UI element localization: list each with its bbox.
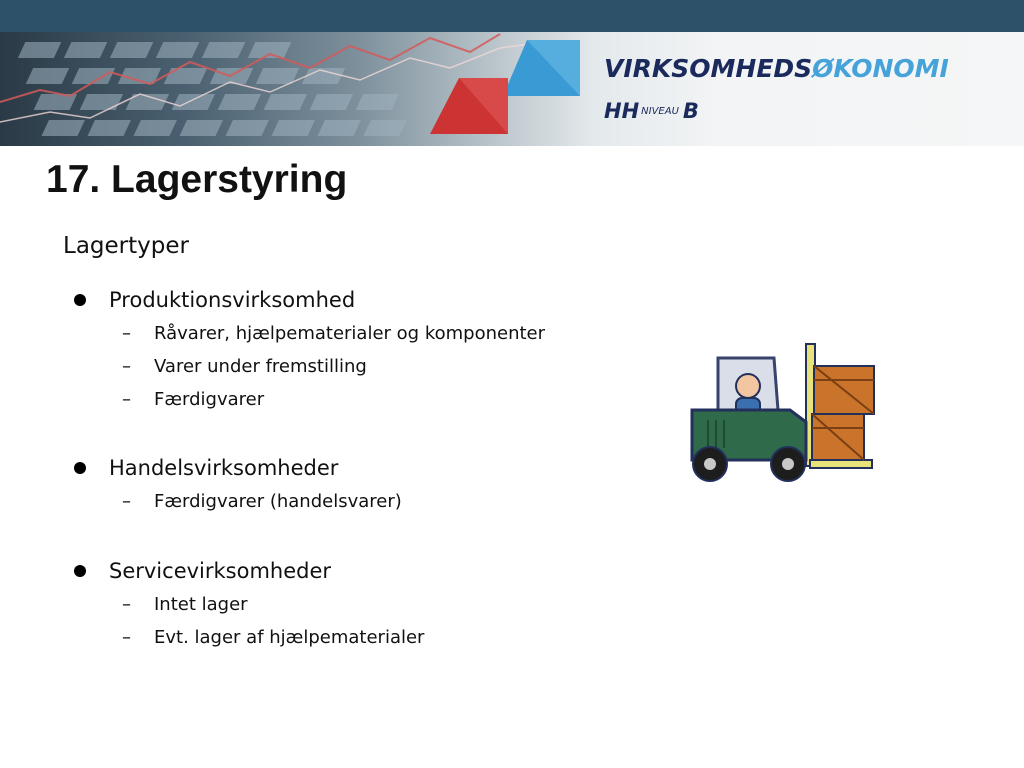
list-item-level1: Handelsvirksomheder xyxy=(109,456,339,480)
level-hh: HH xyxy=(604,99,640,123)
list-item-level2: Råvarer, hjælpematerialer og komponenter xyxy=(154,323,546,344)
list-item-level1: Servicevirksomheder xyxy=(109,559,332,583)
forklift-icon xyxy=(686,340,882,496)
keyboard-chart-banner-image xyxy=(0,32,1024,146)
list-item-level2: Intet lager xyxy=(154,594,248,615)
level-b: B xyxy=(682,99,699,123)
level-niveau: NIVEAU xyxy=(641,106,679,117)
brand-title-part1: VIRKSOMHEDS xyxy=(604,54,813,83)
bullet-icon xyxy=(74,462,86,474)
slide-subtitle: Lagertyper xyxy=(63,233,189,259)
list-item-level1: Produktionsvirksomhed xyxy=(109,288,356,312)
list-item-level2: Færdigvarer (handelsvarer) xyxy=(154,491,402,512)
brand-title xyxy=(604,54,949,84)
list-item-level2: Færdigvarer xyxy=(154,389,265,410)
dash-icon: – xyxy=(122,594,131,615)
dash-icon: – xyxy=(122,356,131,377)
dash-icon: – xyxy=(122,491,131,512)
bullet-icon xyxy=(74,294,86,306)
dash-icon: – xyxy=(122,389,131,410)
list-item-level2: Evt. lager af hjælpematerialer xyxy=(154,627,425,648)
dash-icon: – xyxy=(122,627,131,648)
dash-icon: – xyxy=(122,323,131,344)
header-banner xyxy=(0,32,1024,146)
bullet-icon xyxy=(74,565,86,577)
level-indicator xyxy=(604,98,699,125)
slide-title: 17. Lagerstyring xyxy=(46,158,348,201)
brand-title-part2: ØKONOMI xyxy=(812,54,949,83)
header-bar xyxy=(0,0,1024,32)
list-item-level2: Varer under fremstilling xyxy=(154,356,367,377)
